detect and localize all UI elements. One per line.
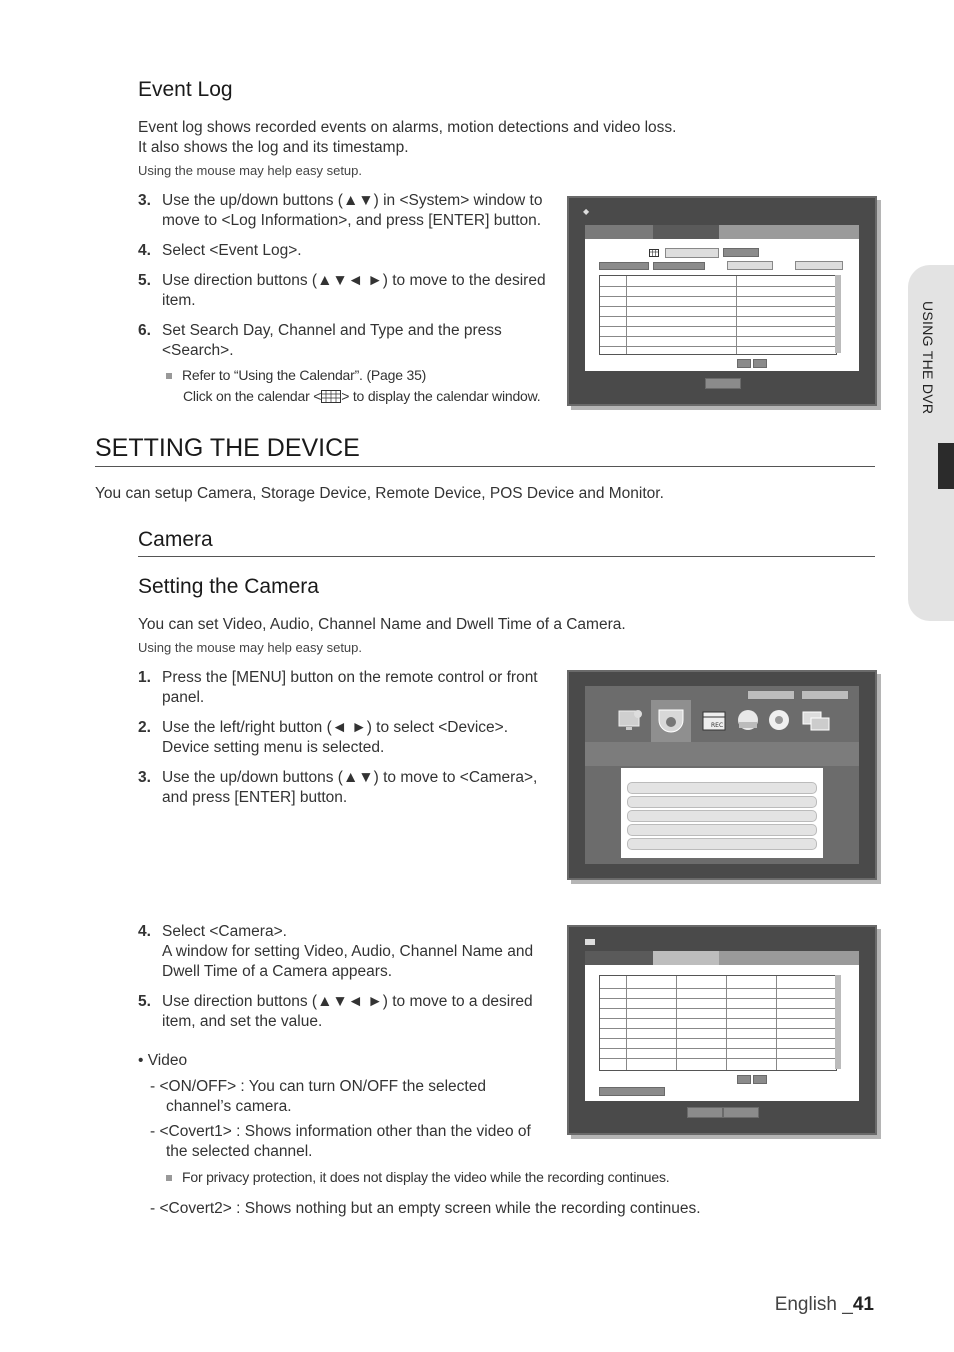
- search-button[interactable]: [723, 248, 759, 257]
- section-divider: [95, 466, 875, 467]
- event-step-6: [138, 321, 558, 361]
- menu-top-button-1[interactable]: [747, 690, 795, 700]
- submenu-item-remote[interactable]: [627, 810, 817, 822]
- step-text-2: <Search>.: [162, 342, 234, 359]
- camera-intro: You can set Video, Audio, Channel Name and Dwell Time of a Camera.: [138, 616, 626, 633]
- page-footer: [775, 1294, 874, 1316]
- monitor-settings-icon[interactable]: [617, 708, 645, 732]
- network-icon[interactable]: [801, 708, 833, 736]
- calendar-note: [166, 365, 426, 386]
- search-day-field[interactable]: [665, 248, 719, 258]
- submenu-item-monitor[interactable]: [627, 838, 817, 850]
- note-bullet-icon: [166, 373, 172, 379]
- calendar-icon: [321, 390, 341, 403]
- window-title-icon: ◆: [583, 207, 590, 216]
- type-label: [653, 262, 705, 270]
- ok-button[interactable]: [705, 378, 741, 389]
- type-select[interactable]: [795, 261, 843, 270]
- side-tab-marker: [938, 443, 954, 489]
- camera-step-1: 1. Press the [MENU] button on the remote control or front panel.: [138, 669, 538, 706]
- event-log-table: [599, 275, 837, 355]
- video-bullet: • Video: [138, 1052, 188, 1069]
- submenu-item-camera[interactable]: [627, 782, 817, 794]
- tab-event-log[interactable]: [653, 225, 719, 239]
- disc-icon[interactable]: [767, 708, 795, 732]
- camera-step-4: 4. Select <Camera>. A window for setting Video, Audio, Channel Name and Dwell Time of a Camera appears.: [138, 923, 534, 980]
- note-line-1: Refer to “Using the Calendar”. (Page 35): [182, 367, 427, 383]
- step-text-1: Use the up/down buttons (▲▼) in <System> window to: [162, 192, 543, 209]
- submenu-item-storage[interactable]: [627, 796, 817, 808]
- prev-page-button[interactable]: [737, 1075, 751, 1084]
- onoff-line-1: - <ON/OFF> : You can turn ON/OFF the selected: [150, 1078, 486, 1095]
- tab-system-log[interactable]: [585, 225, 653, 239]
- table-scrollbar[interactable]: [835, 975, 841, 1069]
- camera-divider: [138, 556, 875, 557]
- step-text-1: Use direction buttons (▲▼◄ ►) to move to the desired: [162, 272, 546, 289]
- tab-camera-setup[interactable]: [585, 951, 653, 965]
- camera-settings-panel: [585, 951, 859, 1101]
- camera-step-5: 5. Use direction buttons (▲▼◄ ►) to move to a desired item, and set the value.: [138, 993, 533, 1030]
- covert1-line-2: the selected channel.: [166, 1143, 313, 1160]
- event-step-4: [138, 241, 558, 261]
- step-text-2: item.: [162, 292, 196, 309]
- svg-text:REC: REC: [711, 722, 724, 729]
- submenu-item-pos[interactable]: [627, 824, 817, 836]
- camera-heading: Camera: [138, 528, 213, 551]
- side-section-tab: [908, 265, 954, 621]
- tab-ptz-setup[interactable]: [653, 951, 719, 965]
- event-log-panel: [585, 225, 859, 371]
- step-number: 4.: [138, 242, 151, 259]
- backup-icon[interactable]: [735, 708, 763, 732]
- ok-button[interactable]: [687, 1107, 723, 1118]
- table-scrollbar[interactable]: [835, 275, 841, 353]
- calendar-icon[interactable]: [649, 249, 659, 257]
- event-step-5: [138, 271, 558, 311]
- cancel-button[interactable]: [723, 1107, 759, 1118]
- next-page-button[interactable]: [753, 1075, 767, 1084]
- covert2-line: - <Covert2> : Shows nothing but an empty screen while the recording continues.: [150, 1200, 701, 1217]
- step-number: 5.: [138, 272, 151, 289]
- step-text-1: Set Search Day, Channel and Type and the press: [162, 322, 502, 339]
- covert1-line-1: - <Covert1> : Shows information other than the video of: [150, 1123, 531, 1140]
- camera-dome-icon[interactable]: [657, 706, 685, 734]
- step-text-2: move to <Log Information>, and press [ENTER] button.: [162, 212, 542, 229]
- privacy-note: For privacy protection, it does not display the video while the recording continues.: [166, 1167, 669, 1188]
- setting-device-heading: SETTING THE DEVICE: [95, 434, 360, 462]
- note-bullet-icon: [166, 1175, 172, 1181]
- window-title-icon: [585, 939, 595, 945]
- default-button[interactable]: [599, 1087, 665, 1096]
- device-submenu: [621, 768, 823, 858]
- event-step-3: [138, 191, 558, 231]
- step-number: 6.: [138, 322, 151, 339]
- camera-settings-table: [599, 975, 837, 1071]
- event-log-heading: Event Log: [138, 78, 233, 101]
- menu-top-button-2[interactable]: [801, 690, 849, 700]
- footer-language: English _: [774, 1294, 853, 1315]
- page-number: 41: [852, 1294, 874, 1315]
- rec-schedule-icon[interactable]: [701, 708, 729, 732]
- event-log-intro-1: Event log shows recorded events on alarms, motion detections and video loss.: [138, 119, 677, 136]
- camera-step-2: 2. Use the left/right button (◄ ►) to select <Device>. Device setting menu is selected.: [138, 719, 509, 756]
- side-tab-label: USING THE DVR: [920, 301, 936, 415]
- channel-select[interactable]: [727, 261, 773, 270]
- setting-device-intro: You can setup Camera, Storage Device, Remote Device, POS Device and Monitor.: [95, 485, 664, 502]
- onoff-line-2: channel’s camera.: [166, 1098, 292, 1115]
- channel-label: [599, 262, 649, 270]
- step-text-1: Select <Event Log>.: [162, 242, 302, 259]
- setting-camera-heading: Setting the Camera: [138, 575, 319, 598]
- event-log-screenshot: [567, 196, 877, 406]
- event-log-intro-2: It also shows the log and its timestamp.: [138, 139, 409, 156]
- menu-title-bar: [585, 742, 859, 766]
- calendar-note-line-2: Click on the calendar < > to display the calendar window.: [183, 388, 541, 404]
- camera-mouse-note: Using the mouse may help easy setup.: [138, 640, 363, 655]
- camera-step-3: 3. Use the up/down buttons (▲▼) to move to <Camera>, and press [ENTER] button.: [138, 769, 538, 806]
- device-menu-screenshot: [567, 670, 877, 880]
- camera-settings-screenshot: [567, 925, 877, 1135]
- prev-page-button[interactable]: [737, 359, 751, 368]
- next-page-button[interactable]: [753, 359, 767, 368]
- event-log-mouse-note: Using the mouse may help easy setup.: [138, 163, 363, 178]
- step-number: 3.: [138, 192, 151, 209]
